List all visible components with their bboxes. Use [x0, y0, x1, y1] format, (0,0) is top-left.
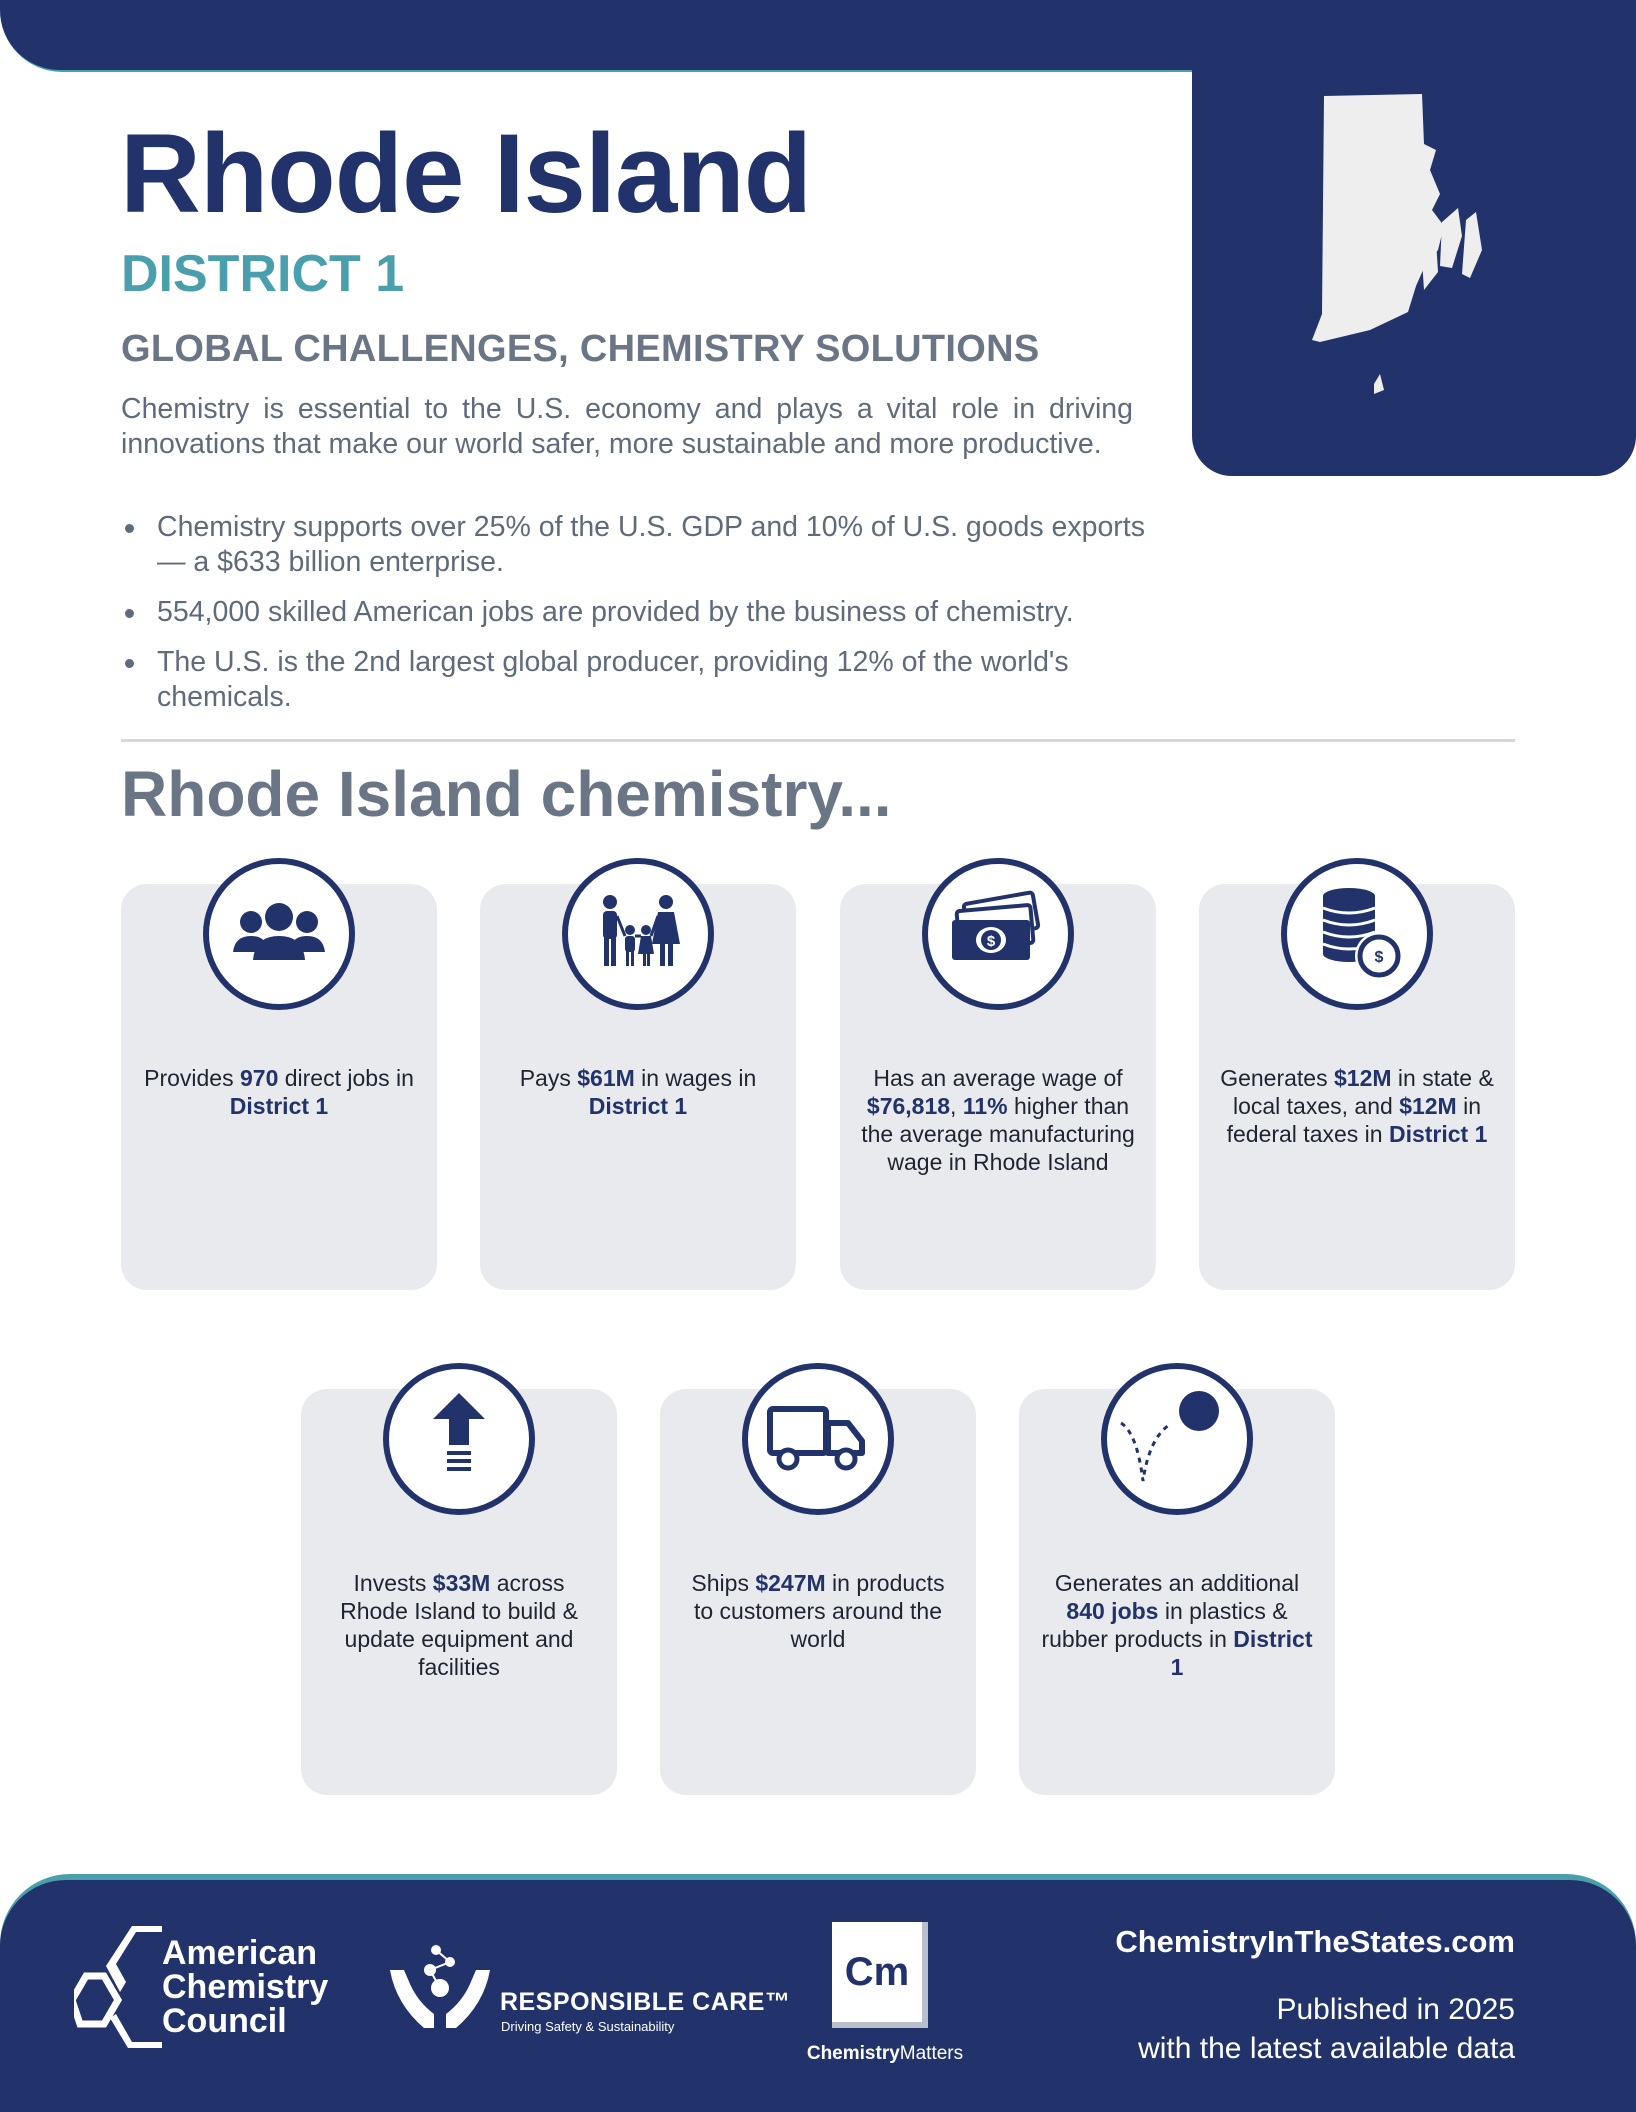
- card-text-segment: Pays: [519, 1065, 578, 1091]
- responsible-care-tagline: Driving Safety & Sustainability: [501, 2019, 675, 2034]
- district-subtitle: DISTRICT 1: [121, 245, 405, 303]
- card-stat-value: 840 jobs: [1066, 1598, 1159, 1624]
- card-text-segment: higher than the average manufacturing wage in Rhode Island: [861, 1093, 1135, 1175]
- list-item-text: 554,000 skilled American jobs are provided by the business of chemistry.: [157, 596, 1074, 628]
- responsible-care-title: RESPONSIBLE CARE™: [500, 1988, 791, 2016]
- card-stat-value: District 1: [588, 1093, 688, 1119]
- stat-card-taxes: [1199, 884, 1515, 1290]
- card-text-segment: in plastics & rubber products in: [1041, 1598, 1288, 1652]
- page-title: Rhode Island: [120, 111, 812, 236]
- card-stat-value: $61M: [577, 1065, 635, 1091]
- acc-logo-line: Council: [162, 2002, 287, 2040]
- card-stat-value: $12M: [1399, 1093, 1457, 1119]
- card-text-segment: ,: [950, 1093, 963, 1119]
- bullet-icon: [125, 659, 134, 668]
- publication-line: with the latest available data: [1138, 2032, 1515, 2065]
- icon-circle: [383, 1363, 535, 1515]
- section-divider: [121, 739, 1515, 742]
- card-text-segment: in wages in: [634, 1065, 757, 1091]
- chemistry-heading: Rhode Island chemistry...: [121, 758, 892, 830]
- bullet-icon: [125, 524, 134, 533]
- section-heading: GLOBAL CHALLENGES, CHEMISTRY SOLUTIONS: [121, 328, 1040, 370]
- icon-circle: [203, 858, 355, 1010]
- chemistry-matters-label-bold: Chemistry: [806, 2043, 900, 2064]
- coin-stack-icon: [1287, 864, 1427, 1004]
- card-stat-value: $247M: [755, 1570, 826, 1596]
- bullet-icon: [125, 609, 134, 618]
- chemistry-matters-label: [800, 2043, 970, 2065]
- stat-card-wages: [480, 884, 796, 1290]
- card-text-segment: Provides: [144, 1065, 240, 1091]
- responsible-care-hands-icon: [390, 1944, 490, 2040]
- card-stat-value: District 1: [229, 1093, 329, 1119]
- publication-note: [1138, 1990, 1515, 2068]
- icon-circle: [922, 858, 1074, 1010]
- list-item: [121, 645, 1151, 715]
- card-stat-value: $76,818: [866, 1093, 951, 1119]
- website-link[interactable]: ChemistryInTheStates.com: [1115, 1924, 1515, 1959]
- card-text-segment: Has an average wage of: [873, 1065, 1123, 1091]
- card-text: [1039, 1569, 1315, 1681]
- card-text-segment: Generates an additional: [1054, 1570, 1300, 1596]
- card-text-segment: in state & local taxes, and: [1232, 1065, 1494, 1119]
- acc-logo-text: [162, 1936, 328, 2038]
- bouncing-ball-icon: [1107, 1369, 1247, 1509]
- stat-card-shipments: [660, 1389, 976, 1795]
- card-text: [1219, 1064, 1495, 1148]
- card-stat-value: $12M: [1333, 1065, 1392, 1091]
- rhode-island-map-icon: [1312, 90, 1532, 410]
- stat-card-investment: [301, 1389, 617, 1795]
- publication-line: Published in 2025: [1276, 1993, 1515, 2026]
- chemistry-matters-logo: [832, 1922, 928, 2028]
- state-map-panel: [1192, 0, 1636, 476]
- american-chemistry-council-logo-icon: [74, 1918, 174, 2068]
- card-text-segment: in products to customers around the world: [693, 1570, 945, 1652]
- svg-text:$: $: [1374, 949, 1384, 966]
- card-text-segment: in federal taxes in: [1226, 1093, 1482, 1147]
- card-text: [500, 1064, 776, 1120]
- fact-list: [121, 510, 1151, 730]
- card-stat-value: District 1: [1388, 1121, 1488, 1147]
- icon-circle: [1281, 858, 1433, 1010]
- card-text: [680, 1569, 956, 1653]
- acc-logo-line: American: [162, 1934, 317, 1972]
- card-text-segment: Generates: [1220, 1065, 1334, 1091]
- people-group-icon: [209, 864, 349, 1004]
- card-text: [321, 1569, 597, 1681]
- card-stat-value: 970: [239, 1065, 279, 1091]
- icon-circle: [1101, 1363, 1253, 1515]
- svg-text:$: $: [986, 933, 996, 950]
- delivery-truck-icon: [748, 1369, 888, 1509]
- icon-circle: [562, 858, 714, 1010]
- card-text-segment: across Rhode Island to build & update equipment and facilities: [340, 1570, 578, 1680]
- list-item-text: The U.S. is the 2nd largest global producer, providing 12% of the world's chemicals.: [157, 646, 1069, 713]
- family-icon: [568, 864, 708, 1004]
- card-text-segment: Invests: [353, 1570, 433, 1596]
- icon-circle: [742, 1363, 894, 1515]
- card-text-segment: direct jobs in: [278, 1065, 414, 1091]
- card-text-segment: Ships: [691, 1570, 756, 1596]
- list-item: [121, 510, 1151, 580]
- money-bills-icon: [928, 864, 1068, 1004]
- stat-card-plastics-jobs: [1019, 1389, 1335, 1795]
- list-item: [121, 595, 1151, 630]
- chemistry-matters-logo-mark: Cm: [844, 1950, 910, 1994]
- list-item-text: Chemistry supports over 25% of the U.S. GDP and 10% of U.S. goods exports — a $633 billion enterprise.: [157, 511, 1145, 578]
- intro-paragraph: Chemistry is essential to the U.S. economy and plays a vital role in driving innovations that make our world safer, more sustainable and more productive.: [121, 393, 1133, 460]
- card-stat-value: District 1: [1170, 1626, 1313, 1680]
- upload-arrow-icon: [389, 1369, 529, 1509]
- stat-card-average-wage: [840, 884, 1156, 1290]
- card-text: [860, 1064, 1136, 1176]
- acc-logo-line: Chemistry: [162, 1968, 329, 2006]
- card-stat-value: 11%: [962, 1093, 1008, 1119]
- card-stat-value: $33M: [432, 1570, 491, 1596]
- stat-card-jobs: [121, 884, 437, 1290]
- chemistry-matters-label-rest: Matters: [899, 2043, 964, 2064]
- card-text: [141, 1064, 417, 1120]
